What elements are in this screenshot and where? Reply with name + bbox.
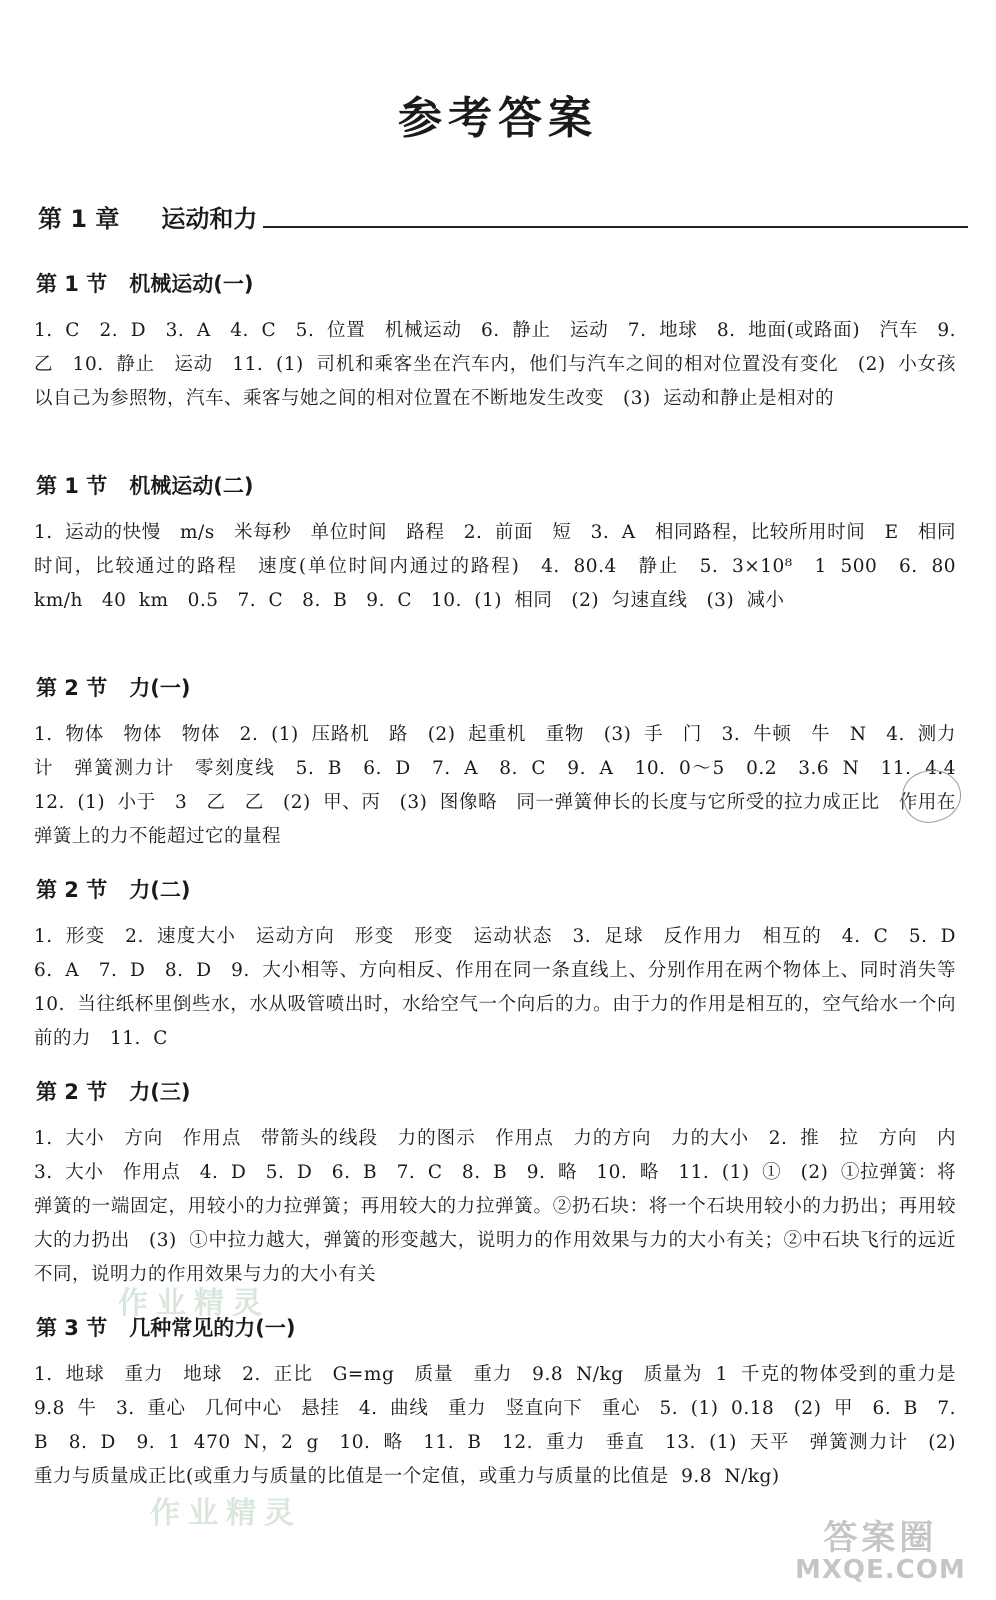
chapter-name: 运动和力 xyxy=(161,205,258,233)
chapter-rule xyxy=(263,226,968,228)
section-answers: 1. 物体 物体 物体 2. (1) 压路机 路 (2) 起重机 重物 (3) 手 门 3. 牛顿 牛 N 4. 测力计 弹簧测力计 零刻度线 5. B 6. D 7. A 8. C 9. A 10. 0～5 0.2 3.6 N 11. 4.4 12. (1) 小于 3 乙 乙 (2) 甲、丙 (3) 图像略 同一弹簧伸长的长度与它所受的拉力成正比 作用在弹簧上的力不能超过它的量程 xyxy=(34,724,976,847)
chapter-heading xyxy=(38,198,968,234)
section-heading xyxy=(36,874,190,904)
section-answers: 1. 地球 重力 地球 2. 正比 G=mg 质量 重力 9.8 N/kg 质量为 1 千克的物体受到的重力是 9.8 牛 3. 重心 几何中心 悬挂 4. 曲线 重力 竖直向下 重心 5. (1) 0.18 (2) 甲 6. B 7. B 8. D 9. 1 470 N，2 g 10. 略 11. B 12. 重力 垂直 13. (1) 天平 弹簧测力计 (2) 重力与质量成正比(或重力与质量的比值是一个定值，或重力与质量的比值是 9.8 N/kg) xyxy=(34,1364,956,1487)
chapter-number: 第 1 章 xyxy=(38,205,120,233)
watermark-logo xyxy=(795,1510,966,1585)
section-number: 第 1 节 xyxy=(36,272,108,296)
section-name: 力(三) xyxy=(129,1080,191,1104)
section-number: 第 2 节 xyxy=(36,878,108,902)
section-number: 第 2 节 xyxy=(36,1080,108,1104)
section-heading xyxy=(36,1076,190,1106)
section-name: 力(一) xyxy=(129,676,191,700)
section-heading xyxy=(36,268,253,298)
section-number: 第 3 节 xyxy=(36,1316,108,1340)
section-answers: 1. 大小 方向 作用点 带箭头的线段 力的图示 作用点 力的方向 力的大小 2. 推 拉 方向 内 3. 大小 作用点 4. D 5. D 6. B 7. C 8. B 9. 略 10. 略 11. (1) ① (2) ①拉弹簧：将弹簧的一端固定，用较小的力拉弹簧；再用较大的力拉弹簧。②扔石块：将一个石块用较小的力扔出；再用较大的力扔出 (3) ①中拉力越大，弹簧的形变越大，说明力的作用效果与力的大小有关；②中石块飞行的远近不同，说明力的作用效果与力的大小有关 xyxy=(34,1128,976,1285)
watermark-logo-text: 答案圈 xyxy=(823,1518,938,1558)
page-title: 参考答案 xyxy=(398,93,598,144)
section-number: 第 2 节 xyxy=(36,676,108,700)
section-heading xyxy=(36,470,253,500)
watermark-text: 作业精灵 xyxy=(118,1286,270,1321)
section-name: 机械运动(二) xyxy=(129,474,254,498)
section-number: 第 1 节 xyxy=(36,474,108,498)
section-name: 力(二) xyxy=(129,878,191,902)
section-heading xyxy=(36,672,190,702)
section-name: 几种常见的力(一) xyxy=(129,1316,296,1340)
section-answers: 1. 运动的快慢 m/s 米每秒 单位时间 路程 2. 前面 短 3. A 相同路程，比较所用时间 E 相同时间，比较通过的路程 速度(单位时间内通过的路程) 4. 80.4 静止 5. 3×10⁸ 1 500 6. 80 km/h 40 km 0.5 7. C 8. B 9. C 10. (1) 相同 (2) 匀速直线 (3) 减小 xyxy=(34,522,956,611)
watermark-url: MXQE.COM xyxy=(795,1555,966,1585)
section-answers: 1. C 2. D 3. A 4. C 5. 位置 机械运动 6. 静止 运动 7. 地球 8. 地面(或路面) 汽车 9. 乙 10. 静止 运动 11. (1) 司机和乘客坐在汽车内，他们与汽车之间的相对位置没有变化 (2) 小女孩以自己为参照物，汽车、乘客与她之间的相对位置在不断地发生改变 (3) 运动和静止是相对的 xyxy=(34,320,956,409)
section-answers: 1. 形变 2. 速度大小 运动方向 形变 形变 运动状态 3. 足球 反作用力 相互的 4. C 5. D 6. A 7. D 8. D 9. 大小相等、方向相反、作用在同一条直线上、分别作用在两个物体上、同时消失等 10. 当往纸杯里倒些水，水从吸管喷出时，水给空气一个向后的力。由于力的作用是相互的，空气给水一个向前的力 11. C xyxy=(34,926,976,1049)
section-name: 机械运动(一) xyxy=(129,272,254,296)
watermark-text: 作业精灵 xyxy=(150,1496,302,1531)
